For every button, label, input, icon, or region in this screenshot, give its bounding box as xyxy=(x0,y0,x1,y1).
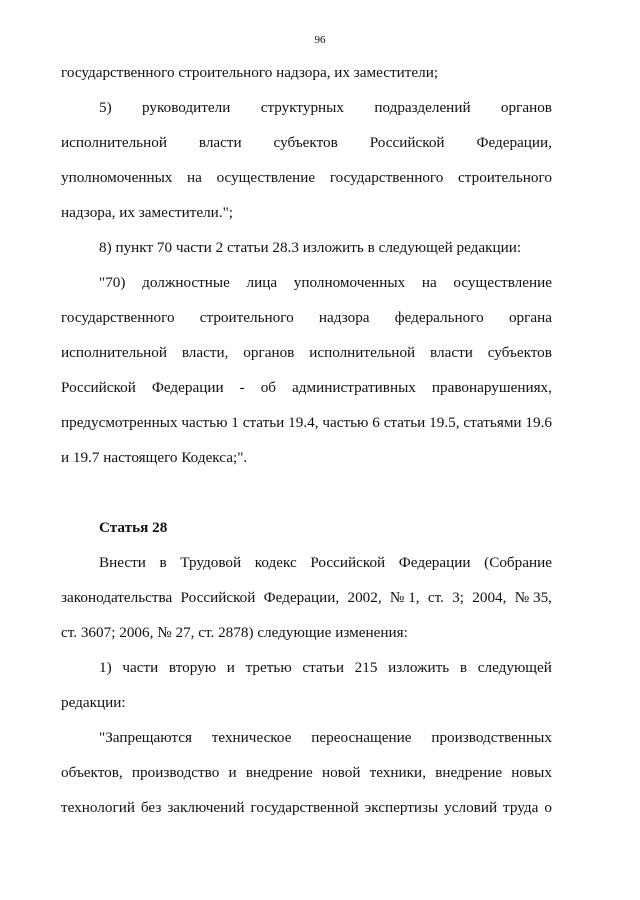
word: новой xyxy=(321,764,361,781)
word: третью xyxy=(245,659,292,676)
word: 2002, xyxy=(347,589,382,606)
word: техники, xyxy=(369,764,426,781)
word: административных xyxy=(292,379,416,396)
word: государственного xyxy=(329,169,444,186)
word: руководители xyxy=(142,99,231,116)
word: переоснащение xyxy=(311,729,412,746)
word: и xyxy=(226,659,235,676)
word: статьи xyxy=(242,414,285,431)
word: уполномоченных xyxy=(293,274,406,291)
word: государственного xyxy=(61,309,175,326)
word: 19.4, xyxy=(288,414,319,431)
word: об xyxy=(260,379,277,396)
word: уполномоченных xyxy=(61,169,173,186)
word: Трудовой xyxy=(180,554,242,571)
text-line: надзора, их заместители."; xyxy=(61,204,234,221)
word: техническое xyxy=(211,729,292,746)
word: 19.5, xyxy=(429,414,460,431)
word: Федерации xyxy=(398,554,471,571)
word: статьями xyxy=(463,414,522,431)
word: ст. xyxy=(427,589,444,606)
word: 3; xyxy=(452,589,464,606)
word: должностные xyxy=(142,274,230,291)
justified-line xyxy=(61,548,552,583)
word: 1) xyxy=(99,659,112,676)
word: строительного xyxy=(458,169,552,186)
justified-line xyxy=(61,793,552,828)
justified-line xyxy=(61,653,552,688)
word: и xyxy=(228,764,237,781)
word: 2004, xyxy=(472,589,507,606)
word: производство xyxy=(131,764,220,781)
article-heading: Статья 28 xyxy=(99,519,168,536)
text-line: и 19.7 настоящего Кодекса;". xyxy=(61,449,248,466)
word: Российской xyxy=(369,134,445,151)
word: части xyxy=(122,659,159,676)
word: в xyxy=(159,554,167,571)
word: надзора xyxy=(318,309,370,326)
word: внедрение xyxy=(435,764,503,781)
word: Федерации xyxy=(151,379,224,396)
word: № 1, xyxy=(389,589,420,606)
word: статьи xyxy=(383,414,426,431)
word: Федерации, xyxy=(476,134,552,151)
word: новых xyxy=(511,764,552,781)
justified-line xyxy=(61,338,552,373)
word: на xyxy=(187,169,202,186)
word: № 35, xyxy=(514,589,552,606)
word: субъектов xyxy=(487,344,552,361)
word: власти xyxy=(198,134,242,151)
word: экспертизы xyxy=(364,799,439,816)
text-line: государственного строительного надзора, их заместители; xyxy=(61,64,439,81)
word: следующей xyxy=(477,659,552,676)
word: о xyxy=(544,799,552,816)
word: кодекс xyxy=(254,554,297,571)
word: строительного xyxy=(199,309,294,326)
word: 6 xyxy=(372,414,380,431)
justified-line xyxy=(61,408,552,443)
word: на xyxy=(421,274,437,291)
word: статьи xyxy=(302,659,344,676)
section-gap xyxy=(61,478,552,513)
word: 215 xyxy=(354,659,378,676)
page-number: 96 xyxy=(314,34,326,46)
text-line: 8) пункт 70 части 2 статьи 28.3 изложить в следующей редакции: xyxy=(99,239,522,256)
justified-line xyxy=(61,583,552,618)
word: лица xyxy=(246,274,278,291)
word: объектов, xyxy=(61,764,123,781)
word: изложить xyxy=(388,659,450,676)
word: осуществление xyxy=(216,169,316,186)
justified-line xyxy=(61,303,552,338)
word: органов xyxy=(243,344,295,361)
word: федерального xyxy=(394,309,484,326)
word: условий xyxy=(444,799,498,816)
word: власти, xyxy=(181,344,229,361)
word: 1 xyxy=(231,414,239,431)
word: частью xyxy=(181,414,228,431)
word: без xyxy=(140,799,162,816)
word: в xyxy=(459,659,468,676)
word: органов xyxy=(500,99,552,116)
word: власти xyxy=(430,344,473,361)
word: частью xyxy=(322,414,369,431)
word: технологий xyxy=(61,799,135,816)
word: исполнительной xyxy=(61,134,167,151)
word: производственных xyxy=(431,729,552,746)
word: Российской xyxy=(180,589,256,606)
word: труда xyxy=(503,799,539,816)
word: 19.6 xyxy=(525,414,552,431)
word: "70) xyxy=(99,274,126,291)
word: (Собрание xyxy=(484,554,552,571)
word: - xyxy=(239,379,245,396)
word: Российской xyxy=(61,379,136,396)
justified-line xyxy=(61,373,552,408)
word: Федерации, xyxy=(263,589,340,606)
word: 5) xyxy=(99,99,112,116)
word: Российской xyxy=(310,554,386,571)
word: подразделений xyxy=(374,99,471,116)
justified-line xyxy=(61,723,552,758)
justified-line xyxy=(61,758,552,793)
word: исполнительной xyxy=(309,344,416,361)
word: законодательства xyxy=(61,589,173,606)
word: государственной xyxy=(250,799,359,816)
text-line: редакции: xyxy=(61,694,126,711)
word: структурных xyxy=(260,99,344,116)
word: внедрение xyxy=(245,764,313,781)
text-line: ст. 3607; 2006, № 27, ст. 2878) следующие изменения: xyxy=(61,624,408,641)
justified-line xyxy=(61,128,552,163)
word: исполнительной xyxy=(61,344,167,361)
word: субъектов xyxy=(273,134,338,151)
word: осуществление xyxy=(453,274,552,291)
justified-line xyxy=(61,93,552,128)
word: "Запрещаются xyxy=(99,729,192,746)
word: заключений xyxy=(167,799,245,816)
word: вторую xyxy=(168,659,217,676)
justified-line xyxy=(61,163,552,198)
document-body xyxy=(61,58,552,828)
word: Внести xyxy=(99,554,146,571)
word: предусмотренных xyxy=(61,414,178,431)
word: правонарушениях, xyxy=(431,379,552,396)
justified-line xyxy=(61,268,552,303)
word: органа xyxy=(508,309,552,326)
